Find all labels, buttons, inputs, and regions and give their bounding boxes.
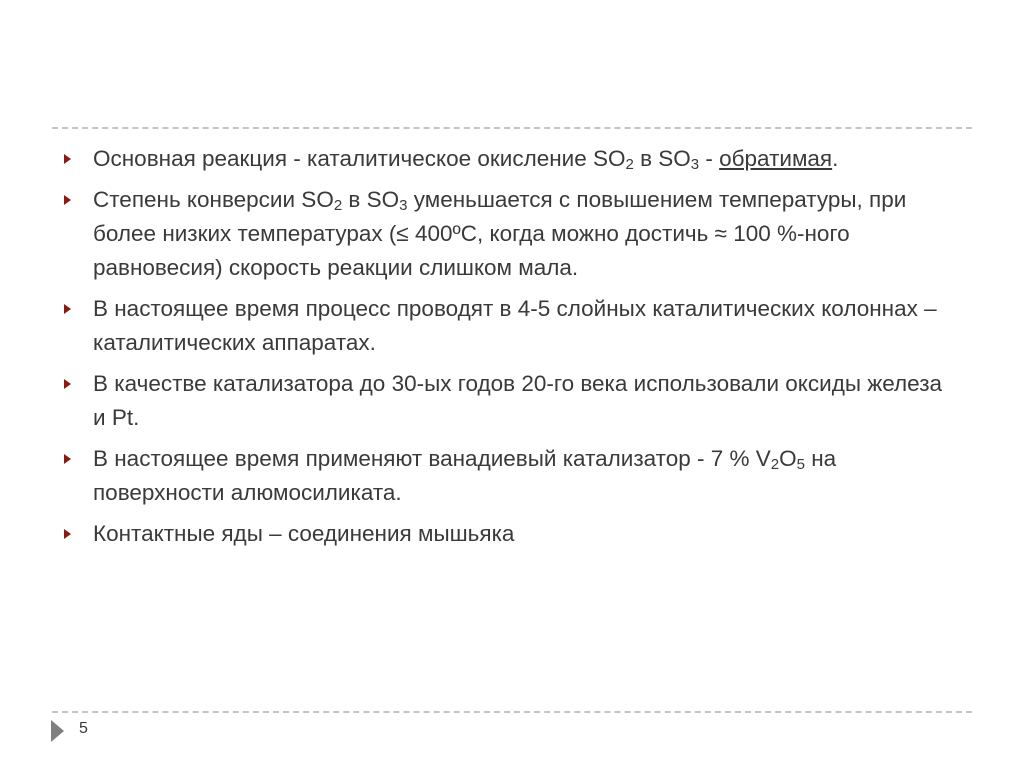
underlined-term: обратимая (719, 146, 833, 171)
bullet-item (60, 292, 950, 360)
text-run: Контактные яды – соединения мышьяка (93, 521, 515, 546)
bullet-item (60, 517, 950, 551)
bullet-item (60, 142, 950, 176)
bottom-divider (52, 711, 972, 713)
text-run: в SO (633, 146, 691, 171)
bullet-triangle-icon (64, 379, 71, 389)
text-run: в SO (342, 187, 400, 212)
bullet-triangle-icon (64, 304, 71, 314)
text-run: на поверхности алюмосиликата. (93, 446, 837, 505)
bullet-text (93, 146, 838, 171)
subscript: 3 (690, 156, 700, 173)
text-run: - (699, 146, 720, 171)
text-run: уменьшается с повышением температуры, при более низких температурах (≤ 400ºС, когда можно достичь ≈ 100 %-ного равновесия) скорость реакции слишком мала. (93, 187, 907, 280)
text-run: В настоящее время процесс проводят в 4-5 слойных каталитических колоннах – каталитических аппаратах. (93, 296, 937, 355)
bullet-triangle-icon (64, 454, 71, 464)
subscript: 2 (333, 197, 343, 214)
footer-arrow-icon (51, 720, 64, 742)
bullet-triangle-icon (64, 195, 71, 205)
bullet-item (60, 367, 950, 435)
text-run: В качестве катализатора до 30-ых годов 20-го века использовали оксиды железа и Pt. (93, 371, 943, 430)
text-run: O (779, 446, 797, 471)
bullet-triangle-icon (64, 529, 71, 539)
subscript: 5 (796, 456, 805, 473)
bullet-text (93, 446, 836, 505)
bullet-list (60, 142, 950, 551)
text-run: . (832, 146, 839, 171)
slide-body (60, 142, 950, 558)
bullet-text (93, 187, 906, 280)
text-run: Основная реакция - каталитическое окисление SO (93, 146, 626, 171)
subscript: 2 (625, 156, 634, 173)
subscript: 3 (399, 197, 408, 214)
bullet-item (60, 183, 950, 285)
bullet-text (93, 521, 514, 546)
text-run: В настоящее время применяют ванадиевый катализатор - 7 % V (93, 446, 771, 471)
bullet-item (60, 442, 950, 510)
top-divider (52, 127, 972, 129)
subscript: 2 (770, 456, 780, 473)
page-number: 5 (79, 720, 88, 737)
text-run: Степень конверсии SO (93, 187, 334, 212)
bullet-text (93, 296, 937, 355)
bullet-text (93, 371, 942, 430)
bullet-triangle-icon (64, 154, 71, 164)
